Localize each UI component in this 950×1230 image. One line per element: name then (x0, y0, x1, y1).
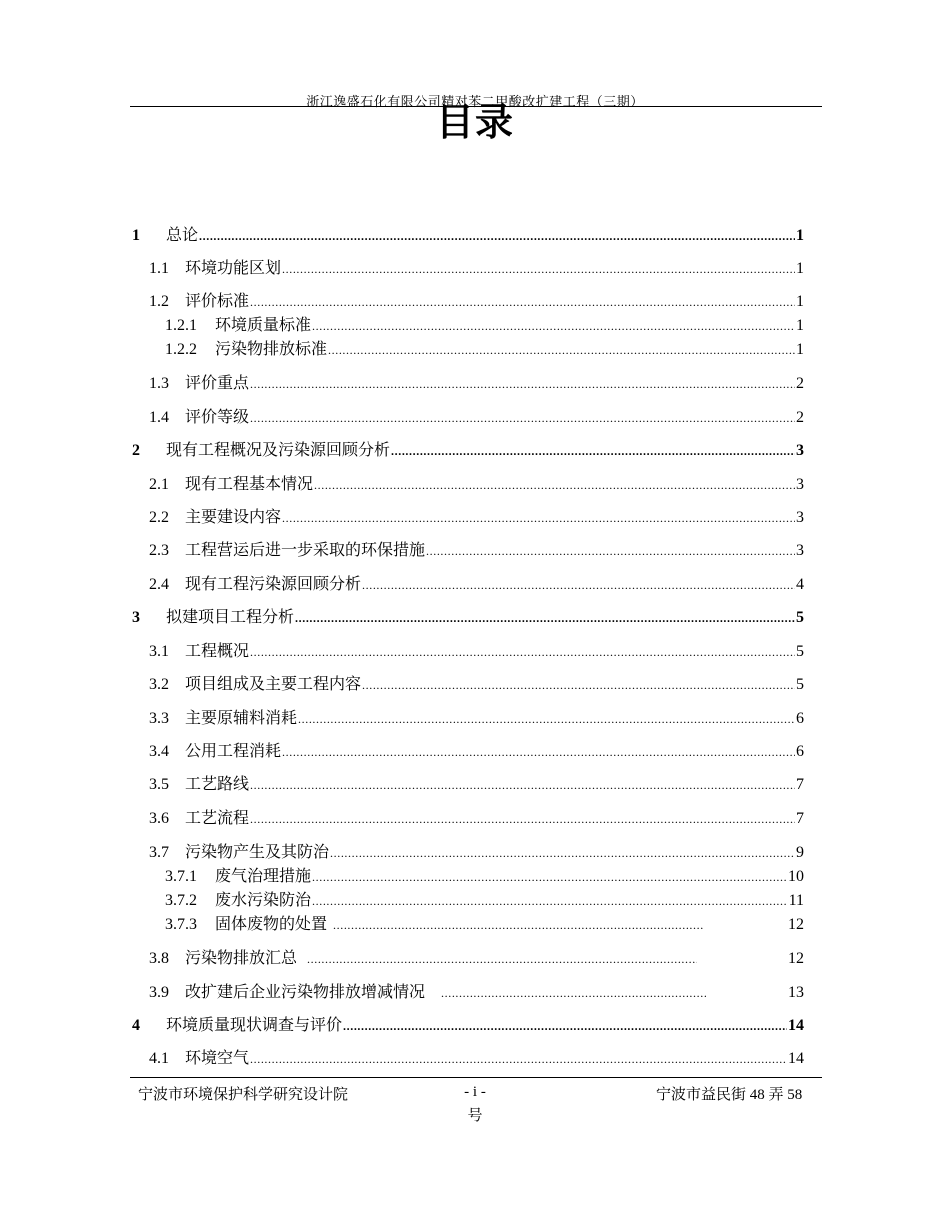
toc-entry-title: 主要原辅料消耗 (185, 710, 298, 727)
toc-entry-number: 3.7.2 (165, 892, 197, 909)
toc-entry-page: 12 (788, 916, 804, 933)
toc-entry-page: 3 (796, 476, 804, 493)
toc-entry-page: 3 (796, 509, 804, 526)
footer-page-number (440, 1080, 510, 1128)
toc-entry-page: 3 (796, 542, 804, 559)
toc-entry-title: 工程营运后进一步采取的环保措施 (185, 542, 426, 559)
toc-entry-number: 3.6 (149, 810, 169, 827)
toc-entry-leader (250, 644, 795, 662)
toc-entry[interactable] (149, 408, 804, 428)
toc-entry-leader (250, 777, 795, 795)
footer-rule (130, 1077, 822, 1078)
footer-address: 宁波市益民街 48 弄 58 (656, 1087, 803, 1103)
toc-entry-title: 工程概况 (185, 643, 250, 660)
toc-entry-leader (333, 917, 703, 935)
document-header: 浙江逸盛石化有限公司精对苯二甲酸改扩建工程（三期） (306, 94, 644, 109)
toc-entry[interactable] (149, 642, 804, 662)
toc-entry-number: 3.4 (149, 743, 169, 760)
toc-entry-page: 11 (788, 892, 804, 909)
toc-entry-number: 3.7.1 (165, 868, 197, 885)
toc-entry[interactable] (149, 949, 804, 969)
toc-entry-page: 9 (796, 844, 804, 861)
toc-entry-title: 污染物排放汇总 (185, 950, 298, 967)
toc-entry-leader (282, 744, 795, 762)
toc-entry-number: 3.7 (149, 844, 169, 861)
toc-entry-number: 1.3 (149, 375, 169, 392)
toc-entry-number: 3.1 (149, 643, 169, 660)
toc-title: 目录 (435, 100, 514, 144)
toc-entry-title: 环境质量现状调查与评价 (166, 1017, 343, 1034)
toc-entry[interactable] (132, 441, 804, 461)
toc-entry-leader (199, 228, 795, 246)
toc-entry-leader (298, 711, 795, 729)
address-continuation: 号 (467, 1108, 483, 1124)
toc-entry-title: 总论 (166, 227, 199, 244)
toc-entry-leader (362, 677, 795, 695)
toc-entry[interactable] (132, 608, 804, 628)
toc-entry[interactable] (149, 508, 804, 528)
toc-entry-title: 现有工程污染源回顾分析 (185, 576, 362, 593)
toc-entry-page: 5 (796, 676, 804, 693)
toc-entry-number: 3.7.3 (165, 916, 197, 933)
toc-entry-leader (250, 811, 795, 829)
toc-entry-number: 2.4 (149, 576, 169, 593)
toc-entry-number: 4.1 (149, 1050, 169, 1067)
toc-entry-leader (312, 318, 795, 336)
toc-entry-leader (295, 610, 795, 628)
toc-entry-page: 7 (796, 776, 804, 793)
toc-entry[interactable] (165, 915, 804, 935)
toc-entry-page: 13 (788, 984, 804, 1001)
toc-entry-leader (307, 951, 697, 969)
toc-entry[interactable] (165, 316, 804, 336)
toc-entry-leader (250, 1051, 787, 1069)
toc-entry[interactable] (149, 843, 804, 863)
toc-entry[interactable] (149, 809, 804, 829)
toc-entry-title: 改扩建后企业污染物排放增减情况 (185, 984, 426, 1001)
toc-entry-page: 14 (788, 1017, 804, 1034)
toc-entry-page: 12 (788, 950, 804, 967)
toc-entry-title: 评价重点 (185, 375, 250, 392)
toc-entry[interactable] (149, 259, 804, 279)
footer-institute: 宁波市环境保护科学研究设计院 (138, 1087, 349, 1103)
toc-entry-number: 2 (132, 442, 140, 459)
toc-entry-leader (250, 376, 795, 394)
toc-entry[interactable] (149, 675, 804, 695)
toc-entry-page: 6 (796, 710, 804, 727)
toc-entry-leader (250, 294, 795, 312)
toc-entry-page: 1 (796, 260, 804, 277)
toc-entry-title: 环境功能区划 (185, 260, 282, 277)
toc-entry-leader (312, 893, 788, 911)
toc-entry-title: 污染物产生及其防治 (185, 844, 330, 861)
toc-entry-title: 现有工程概况及污染源回顾分析 (166, 442, 391, 459)
toc-entry-number: 1.2 (149, 293, 169, 310)
toc-entry-number: 2.2 (149, 509, 169, 526)
toc-entry-page: 2 (796, 409, 804, 426)
toc-entry-page: 4 (796, 576, 804, 593)
toc-entry-page: 1 (796, 317, 804, 334)
toc-entry-page: 1 (796, 341, 804, 358)
toc-entry-leader (391, 443, 795, 461)
toc-entry-leader (314, 477, 795, 495)
toc-entry-title: 项目组成及主要工程内容 (185, 676, 362, 693)
toc-entry-leader (362, 577, 795, 595)
toc-entry-number: 1.2.2 (165, 341, 197, 358)
toc-entry[interactable] (149, 475, 804, 495)
toc-entry-number: 3.9 (149, 984, 169, 1001)
toc-entry[interactable] (149, 775, 804, 795)
toc-entry-leader (282, 261, 795, 279)
toc-entry-title: 评价标准 (185, 293, 250, 310)
toc-entry-title: 拟建项目工程分析 (166, 609, 295, 626)
toc-entry-title: 废气治理措施 (215, 868, 312, 885)
toc-entry[interactable] (165, 867, 804, 887)
toc-entry-page: 3 (796, 442, 804, 459)
toc-entry[interactable] (149, 575, 804, 595)
toc-entry-page: 10 (788, 868, 804, 885)
toc-entry-number: 4 (132, 1017, 140, 1034)
toc-entry[interactable] (149, 374, 804, 394)
toc-entry-page: 6 (796, 743, 804, 760)
toc-entry[interactable] (165, 340, 804, 360)
toc-entry-leader (426, 543, 795, 561)
toc-entry-leader (330, 845, 795, 863)
toc-entry-number: 1.2.1 (165, 317, 197, 334)
toc-entry-leader (441, 985, 706, 1003)
toc-entry[interactable] (165, 891, 804, 911)
toc-entry[interactable] (149, 1049, 804, 1069)
toc-entry-number: 3.8 (149, 950, 169, 967)
toc-entry[interactable] (149, 541, 804, 561)
toc-entry-number: 1 (132, 227, 140, 244)
toc-entry-page: 5 (796, 609, 804, 626)
toc-entry-title: 工艺流程 (185, 810, 250, 827)
toc-entry-number: 2.1 (149, 476, 169, 493)
toc-entry[interactable] (132, 226, 804, 246)
toc-entry[interactable] (149, 709, 804, 729)
toc-entry-title: 固体废物的处置 (215, 916, 328, 933)
toc-entry[interactable] (149, 292, 804, 312)
toc-entry-number: 3 (132, 609, 140, 626)
toc-entry-page: 2 (796, 375, 804, 392)
toc-entry[interactable] (149, 983, 804, 1003)
toc-entry-number: 1.1 (149, 260, 169, 277)
toc-entry-leader (282, 510, 795, 528)
page-marker: - i - (464, 1084, 486, 1100)
toc-entry-page: 7 (796, 810, 804, 827)
toc-entry[interactable] (149, 742, 804, 762)
toc-entry-number: 3.5 (149, 776, 169, 793)
toc-entry-number: 1.4 (149, 409, 169, 426)
toc-entry-page: 14 (788, 1050, 804, 1067)
toc-entry-leader (312, 869, 787, 887)
toc-entry-number: 2.3 (149, 542, 169, 559)
toc-entry-page: 1 (796, 227, 804, 244)
toc-entry-title: 评价等级 (185, 409, 250, 426)
toc-entry-page: 5 (796, 643, 804, 660)
toc-entry-title: 公用工程消耗 (185, 743, 282, 760)
toc-entry-title: 工艺路线 (185, 776, 250, 793)
toc-entry-number: 3.2 (149, 676, 169, 693)
toc-entry-title: 废水污染防治 (215, 892, 312, 909)
toc-entry-title: 现有工程基本情况 (185, 476, 314, 493)
toc-entry-number: 3.3 (149, 710, 169, 727)
toc-entry-page: 1 (796, 293, 804, 310)
toc-entry-title: 主要建设内容 (185, 509, 282, 526)
toc-entry[interactable] (132, 1016, 804, 1036)
toc-entry-leader (328, 342, 795, 360)
toc-entry-title: 污染物排放标准 (215, 341, 328, 358)
toc-entry-title: 环境质量标准 (215, 317, 312, 334)
toc-entry-title: 环境空气 (185, 1050, 250, 1067)
toc-entry-leader (343, 1018, 787, 1036)
toc-entry-leader (250, 410, 795, 428)
